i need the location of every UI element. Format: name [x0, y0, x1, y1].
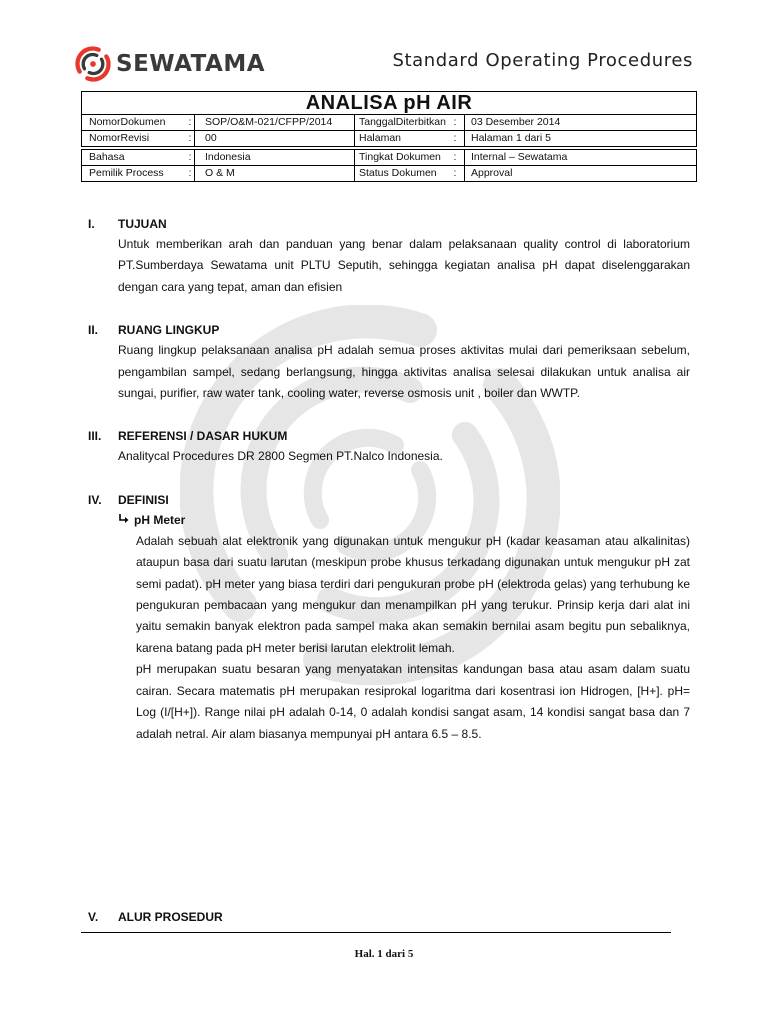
section-title: DEFINISI: [118, 492, 169, 507]
section-text: pH merupakan suatu besaran yang menyatakan intensitas kandungan basa atau asam dalam suatu cairan. Secara matematis pH merupakan resiprokal logaritma dari kosentrasi ion Hidrogen, [H+]. pH= Log (I/[H+]). Range nilai pH adalah 0-14, 0 adalah kondisi sangat asam, 14 kondisi sangat basa dan 7 adalah netral. Air alam biasanya mempunyai pH antara 6.5 – 8.5.: [136, 662, 690, 741]
section-heading: [88, 490, 690, 510]
info-block-b: [81, 149, 697, 182]
info-label: Halaman: [354, 131, 446, 146]
section-title: RUANG LINGKUP: [118, 323, 220, 338]
section-number: II.: [88, 323, 99, 338]
info-value: Halaman 1 dari 5: [464, 131, 696, 146]
section-tujuan: [88, 214, 690, 298]
info-block-a: [81, 114, 697, 147]
info-label: Bahasa: [89, 151, 125, 163]
section-number: IV.: [88, 492, 102, 507]
info-label: TanggalDiterbitkan: [354, 115, 446, 130]
section-referensi: [88, 426, 690, 467]
section-number: I.: [88, 217, 95, 231]
document-body: [88, 214, 690, 767]
section-title: ALUR PROSEDUR: [118, 910, 223, 924]
section-number: V.: [88, 910, 99, 924]
info-separator: :: [188, 151, 192, 163]
info-separator: :: [453, 116, 457, 128]
info-label: Tingkat Dokumen: [354, 150, 446, 165]
info-value: Approval: [464, 166, 696, 181]
info-row: [82, 130, 696, 146]
section-text: Ruang lingkup pelaksanaan analisa pH adalah semua proses aktivitas mulai dari pemeriksaan sebelum, pengambilan sampel, sedang berlangsung, hingga aktivitas analisa selesai dilakukan untuk analisa air sungai, purifier, raw water tank, cooling water, reverse osmosis unit , boiler dan WWTP.: [118, 343, 690, 401]
page-number: Hal. 1 dari 5: [354, 948, 414, 960]
section-definisi: [88, 490, 690, 745]
company-logo: [74, 44, 265, 84]
info-separator: :: [188, 132, 192, 144]
info-row: [82, 165, 696, 181]
info-row: [82, 115, 696, 130]
section-ruang-lingkup: [88, 320, 690, 404]
info-label: Status Dokumen: [354, 166, 446, 181]
section-heading: [88, 320, 690, 340]
info-value: SOP/O&M-021/CFPP/2014: [194, 115, 354, 130]
info-value: Internal – Sewatama: [464, 150, 696, 165]
info-row: [82, 150, 696, 165]
info-separator: :: [453, 167, 457, 179]
info-value: O & M: [194, 166, 354, 181]
section-heading: [88, 426, 690, 446]
subsection-heading: [118, 510, 690, 531]
info-label: NomorDokumen: [89, 116, 166, 128]
info-separator: :: [453, 151, 457, 163]
section-title: TUJUAN: [118, 217, 167, 231]
section-alur-prosedur: [88, 910, 223, 924]
info-value: Indonesia: [194, 150, 354, 165]
section-heading: [88, 214, 690, 234]
info-separator: :: [453, 132, 457, 144]
section-text: Analitycal Procedures DR 2800 Segmen PT.Nalco Indonesia.: [118, 449, 443, 464]
info-separator: :: [188, 167, 192, 179]
section-text: Adalah sebuah alat elektronik yang digunakan untuk mengukur pH (kadar keasaman atau alkalinitas) ataupun basa dari suatu larutan (meskipun probe khusus terkadang digunakan untuk mengukur pH zat semi padat). pH meter yang biasa terdiri dari pengukuran probe pH (elektroda gelas) yang terhubung ke pengukuran pembacaan yang mengukur dan menampilkan pH yang terukur. Prinsip kerja dari alat ini yaitu semakin banyak elektron pada sampel maka akan semakin bernilai asam begitu pun sebaliknya, karena batang pada pH meter berisi larutan elektrolit lemah.: [136, 533, 690, 655]
logo-text: SEWATAMA: [116, 51, 266, 77]
footer-divider: [81, 932, 671, 933]
section-title: REFERENSI / DASAR HUKUM: [118, 429, 288, 444]
info-label: Pemilik Process: [89, 167, 164, 179]
info-separator: :: [188, 116, 192, 128]
section-text: Untuk memberikan arah dan panduan yang benar dalam pelaksanaan quality control di laboratorium PT.Sumberdaya Sewatama unit PLTU Seputih, sehingga kegiatan analisa pH dapat diselenggarakan dengan cara yang tepat, aman dan efisien: [118, 237, 690, 294]
arrow-bullet-icon: [118, 510, 134, 531]
sewatama-swirl-icon: [74, 45, 112, 83]
info-value: 00: [194, 131, 354, 146]
section-number: III.: [88, 429, 102, 444]
sop-title: Standard Operating Procedures: [392, 50, 693, 71]
document-info-table: [81, 91, 697, 182]
document-title: ANALISA pH AIR: [81, 91, 697, 114]
subsection-title: pH Meter: [134, 512, 186, 527]
info-label: NomorRevisi: [89, 132, 150, 144]
info-value: 03 Desember 2014: [464, 115, 696, 130]
